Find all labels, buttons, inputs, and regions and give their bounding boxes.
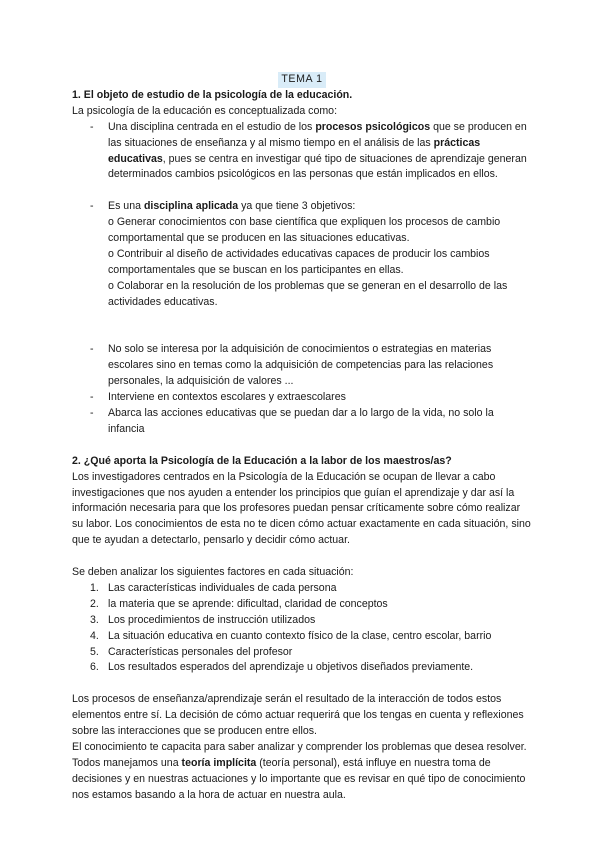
text-run: Una disciplina centrada en el estudio de los <box>108 120 316 133</box>
list-item <box>72 581 532 597</box>
section-2-paragraph-1: Los investigadores centrados en la Psicología de la Educación se ocupan de llevar a cabo investigaciones que nos ayuden a entender los principios que guían el aprendizaje y dar así la información necesaria para que los profesores puedan pensar críticamente sobre cómo realizar su labor. Los conocimientos de esta no te dicen cómo actuar exactamente en cada situación, sino que te ayudan a detectarlo, pensarlo y decidir cómo actuar. <box>72 470 531 547</box>
item-text: la materia que se aprende: dificultad, claridad de conceptos <box>108 597 388 610</box>
section-1-list-c <box>72 342 532 437</box>
list-item-3: - No solo se interesa por la adquisición de conocimientos o estrategias en materias escolares sino en temas como la adquisición de competencias para las relaciones personales, la adquisición de valores ... <box>72 342 532 390</box>
tema-heading-wrap <box>72 72 532 88</box>
factors-list <box>72 581 532 676</box>
section-2-paragraph-3: Los procesos de enseñanza/aprendizaje serán el resultado de la interacción de todos estos elementos entre sí. La decisión de cómo actuar requerirá que los tengas en cuenta y reflexiones sobre las interacciones que se producen entre ellos. <box>72 693 524 738</box>
list-item-4: - Interviene en contextos escolares y extraescolares <box>72 390 532 406</box>
item-number: 6. <box>90 661 99 674</box>
item-text: Los resultados esperados del aprendizaje u objetivos diseñados previamente. <box>108 661 474 674</box>
item-number: 1. <box>90 581 99 594</box>
list-item <box>72 613 532 629</box>
section-1-intro: La psicología de la educación es conceptualizada como: <box>72 104 338 117</box>
text-run: , pues se centra en investigar qué tipo de situaciones de aprendizaje generan determinados cambios psicológicos en las personas que están implicados en ellos. <box>108 152 527 181</box>
text-run: Todos manejamos una <box>72 756 182 769</box>
document-body <box>72 72 532 804</box>
list-item-2 <box>72 199 532 310</box>
section-2-paragraph-4: El conocimiento te capacita para saber analizar y comprender los problemas que desea resolver. <box>72 740 527 753</box>
item-number: 4. <box>90 629 99 642</box>
bold-run: prácticas educativas <box>108 136 481 165</box>
section-1-list <box>72 120 532 184</box>
item-text: Los procedimientos de instrucción utilizados <box>108 613 316 626</box>
text-run: que se producen en las situaciones de enseñanza y al mismo tiempo en el análisis de las <box>108 120 527 149</box>
list-item-1 <box>72 120 532 184</box>
list-item <box>72 645 532 661</box>
bold-run: procesos psicológicos <box>315 120 431 133</box>
spacer <box>72 676 532 692</box>
section-1-heading: 1. El objeto de estudio de la psicología de la educación. <box>72 88 353 101</box>
spacer <box>72 311 532 327</box>
item-number: 3. <box>90 613 99 626</box>
text-run: Es una <box>108 200 144 213</box>
objective-2: o Contribuir al diseño de actividades educativas capaces de producir los cambios comportamentales que se buscan en los participantes en ellas. <box>108 247 490 276</box>
text-run: (teoría personal), está influye en nuestra toma de decisiones y en nuestras actuaciones y lo importante que es revisar en qué tipo de conocimiento nos estamos basando a la hora de actuar en nuestra aula. <box>72 756 526 801</box>
spacer <box>72 549 532 565</box>
objective-3: o Colaborar en la resolución de los problemas que se generan en el desarrollo de las actividades educativas. <box>108 279 508 308</box>
section-1-list-b <box>72 199 532 310</box>
item-number: 2. <box>90 597 99 610</box>
text-run: ya que tiene 3 objetivos: <box>238 200 356 213</box>
bold-run: teoría implícita <box>181 756 257 769</box>
item-number: 5. <box>90 645 99 658</box>
item-text: Características personales del profesor <box>108 645 293 658</box>
item-text: Las características individuales de cada persona <box>108 581 337 594</box>
spacer <box>72 183 532 199</box>
list-item <box>72 597 532 613</box>
list-item <box>72 629 532 645</box>
item-text: La situación educativa en cuanto contexto físico de la clase, centro escolar, barrio <box>108 629 492 642</box>
section-2-paragraph-2: Se deben analizar los siguientes factores en cada situación: <box>72 566 354 579</box>
tema-title: TEMA 1 <box>278 72 325 88</box>
spacer <box>72 438 532 454</box>
bold-run: disciplina aplicada <box>143 200 239 213</box>
spacer <box>72 326 532 342</box>
list-item-5: - Abarca las acciones educativas que se puedan dar a lo largo de la vida, no solo la infancia <box>72 406 532 438</box>
section-2-heading: 2. ¿Qué aporta la Psicología de la Educación a la labor de los maestros/as? <box>72 454 452 467</box>
list-item <box>72 660 532 676</box>
section-2-paragraph-5 <box>72 756 532 804</box>
objective-1: o Generar conocimientos con base científica que expliquen los procesos de cambio comportamental que se producen en las situaciones educativas. <box>108 216 501 245</box>
